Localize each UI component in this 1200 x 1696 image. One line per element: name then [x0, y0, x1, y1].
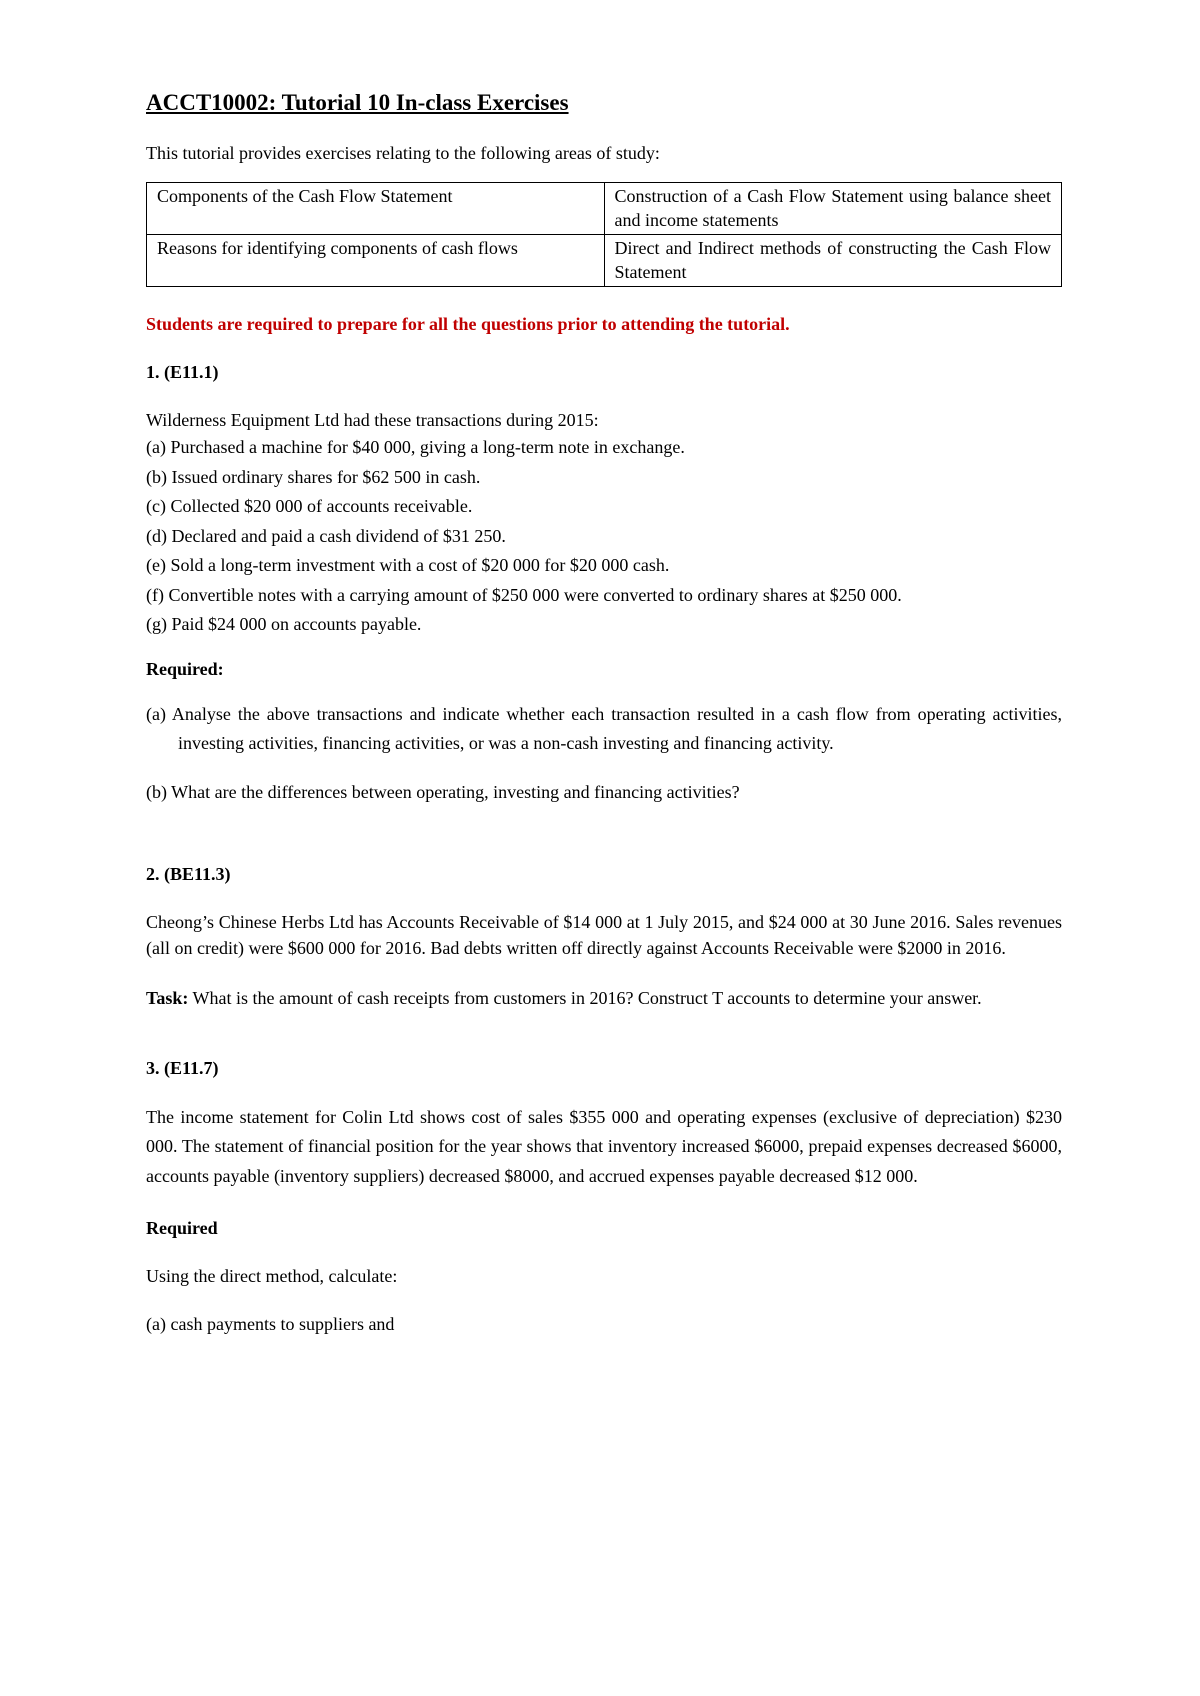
question-2-heading: 2. (BE11.3) [146, 863, 231, 884]
list-item: (g) Paid $24 000 on accounts payable. [146, 614, 422, 634]
question-3-heading: 3. (E11.7) [146, 1057, 219, 1078]
preparation-warning: Students are required to prepare for all the questions prior to attending the tutorial. [146, 314, 790, 334]
task-label: Task: [146, 987, 189, 1008]
question-2-task [146, 985, 1062, 1011]
transaction-list [146, 433, 1062, 640]
list-item: (d) Declared and paid a cash dividend of $31 250. [146, 525, 506, 546]
list-item: (a) Analyse the above transactions and indicate whether each transaction resulted in a cash flow from operating activities, investing activities, financing activities, or was a non-cash investing and financing activity. [146, 703, 1062, 753]
study-areas-table [146, 182, 1062, 287]
question-3-body: The income statement for Colin Ltd shows cost of sales $355 000 and operating expenses (exclusive of depreciation) $230 000. The statement of financial position for the year shows that inventory increased $6000, prepaid expenses decreased $6000, accounts payable (inventory suppliers) decreased $8000, and accrued expenses payable decreased $12 000. [146, 1106, 1062, 1186]
required-list [146, 700, 1062, 759]
list-item: (a) Purchased a machine for $40 000, giving a long-term note in exchange. [146, 437, 685, 457]
list-item: (f) Convertible notes with a carrying amount of $250 000 were converted to ordinary shares at $250 000. [146, 584, 902, 605]
question-3-required-label: Required [146, 1218, 218, 1238]
question-3 [146, 1055, 1062, 1338]
list-item: (b) Issued ordinary shares for $62 500 in cash. [146, 466, 481, 487]
table-cell: Direct and Indirect methods of constructing the Cash Flow Statement [604, 235, 1062, 287]
question-2 [146, 861, 1062, 1011]
question-2-body: Cheong’s Chinese Herbs Ltd has Accounts Receivable of $14 000 at 1 July 2015, and $24 000 at 30 June 2016. Sales revenues (all on credit) were $600 000 for 2016. Bad debts written off directly against Accounts Receivable were $2000 in 2016. [146, 911, 1062, 958]
list-item: (e) Sold a long-term investment with a cost of $20 000 for $20 000 cash. [146, 555, 670, 575]
question-1-required-label: Required: [146, 658, 224, 679]
task-text: What is the amount of cash receipts from customers in 2016? Construct T accounts to determine your answer. [188, 987, 982, 1008]
question-1-heading: 1. (E11.1) [146, 362, 219, 382]
question-3-instruction: Using the direct method, calculate: [146, 1266, 398, 1286]
table-cell: Construction of a Cash Flow Statement using balance sheet and income statements [604, 183, 1062, 235]
question-1-lead: Wilderness Equipment Ltd had these transactions during 2015: [146, 410, 599, 430]
question-1 [146, 359, 1062, 805]
table-cell: Components of the Cash Flow Statement [147, 183, 605, 235]
list-item: (c) Collected $20 000 of accounts receivable. [146, 496, 473, 516]
table-cell: Reasons for identifying components of cash flows [147, 235, 605, 287]
document-title: ACCT10002: Tutorial 10 In-class Exercises [146, 90, 569, 115]
table-row [147, 183, 1062, 235]
intro-text: This tutorial provides exercises relating to the following areas of study: [146, 143, 660, 163]
table-row [147, 235, 1062, 287]
question-1-part-b: (b) What are the differences between operating, investing and financing activities? [146, 781, 740, 802]
question-3-part-a: (a) cash payments to suppliers and [146, 1314, 395, 1334]
